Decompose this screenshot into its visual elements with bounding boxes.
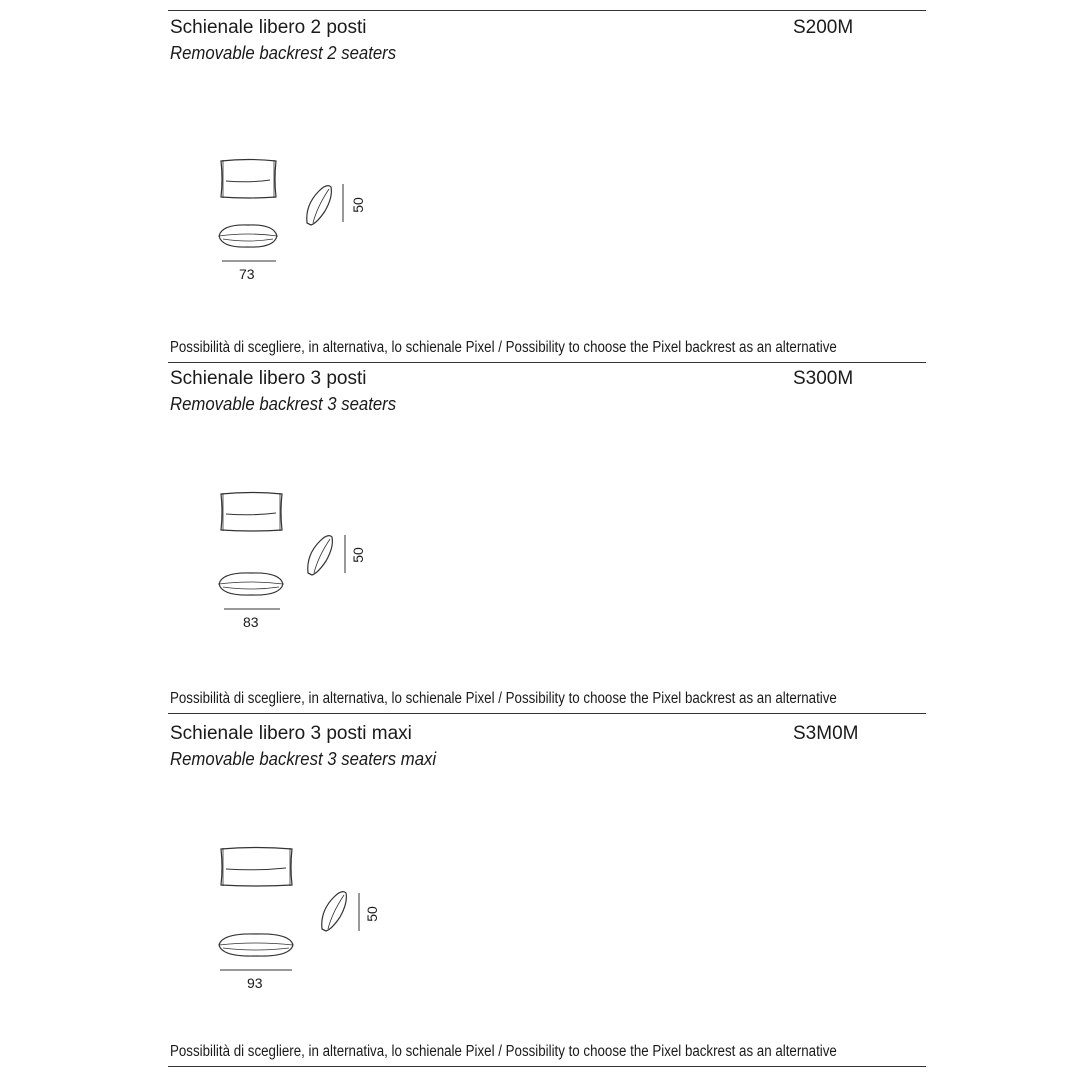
section-divider [168,10,926,11]
product-title: Schienale libero 3 posti [170,368,367,389]
backrest-top-view [216,222,280,250]
height-dimension-label: 50 [349,197,366,213]
backrest-front-view [218,846,296,890]
height-dimension-line [358,893,361,933]
width-dimension-line [222,260,278,263]
product-code: S300M [793,368,854,389]
section-divider [168,713,926,714]
height-dimension-label: 50 [349,547,366,563]
width-dimension-line [220,969,294,972]
backrest-front-view [218,491,286,535]
height-dimension-line [344,535,347,575]
backrest-side-view [303,183,335,227]
width-dimension-label: 93 [247,975,263,991]
width-dimension-line [224,608,282,611]
width-dimension-label: 73 [239,266,255,282]
section-divider [168,362,926,363]
backrest-top-view [216,931,296,959]
product-code: S200M [793,17,854,38]
product-subtitle: Removable backrest 3 seaters maxi [170,749,437,769]
product-title: Schienale libero 3 posti maxi [170,723,412,744]
backrest-top-view [216,570,286,598]
backrest-side-view [318,889,350,933]
backrest-front-view [218,158,280,202]
alternative-note: Possibilità di scegliere, in alternativa, lo schienale Pixel / Possibility to choose the Pixel backrest as an alternative [170,1043,837,1060]
product-code: S3M0M [793,723,859,744]
width-dimension-label: 83 [243,614,259,630]
height-dimension-line [342,184,345,224]
backrest-side-view [304,533,336,577]
product-subtitle: Removable backrest 3 seaters [170,394,397,414]
alternative-note: Possibilità di scegliere, in alternativa, lo schienale Pixel / Possibility to choose the Pixel backrest as an alternative [170,339,837,356]
alternative-note: Possibilità di scegliere, in alternativa, lo schienale Pixel / Possibility to choose the Pixel backrest as an alternative [170,690,837,707]
section-divider [168,1066,926,1067]
product-title: Schienale libero 2 posti [170,17,367,38]
product-subtitle: Removable backrest 2 seaters [170,43,397,63]
height-dimension-label: 50 [363,906,380,922]
